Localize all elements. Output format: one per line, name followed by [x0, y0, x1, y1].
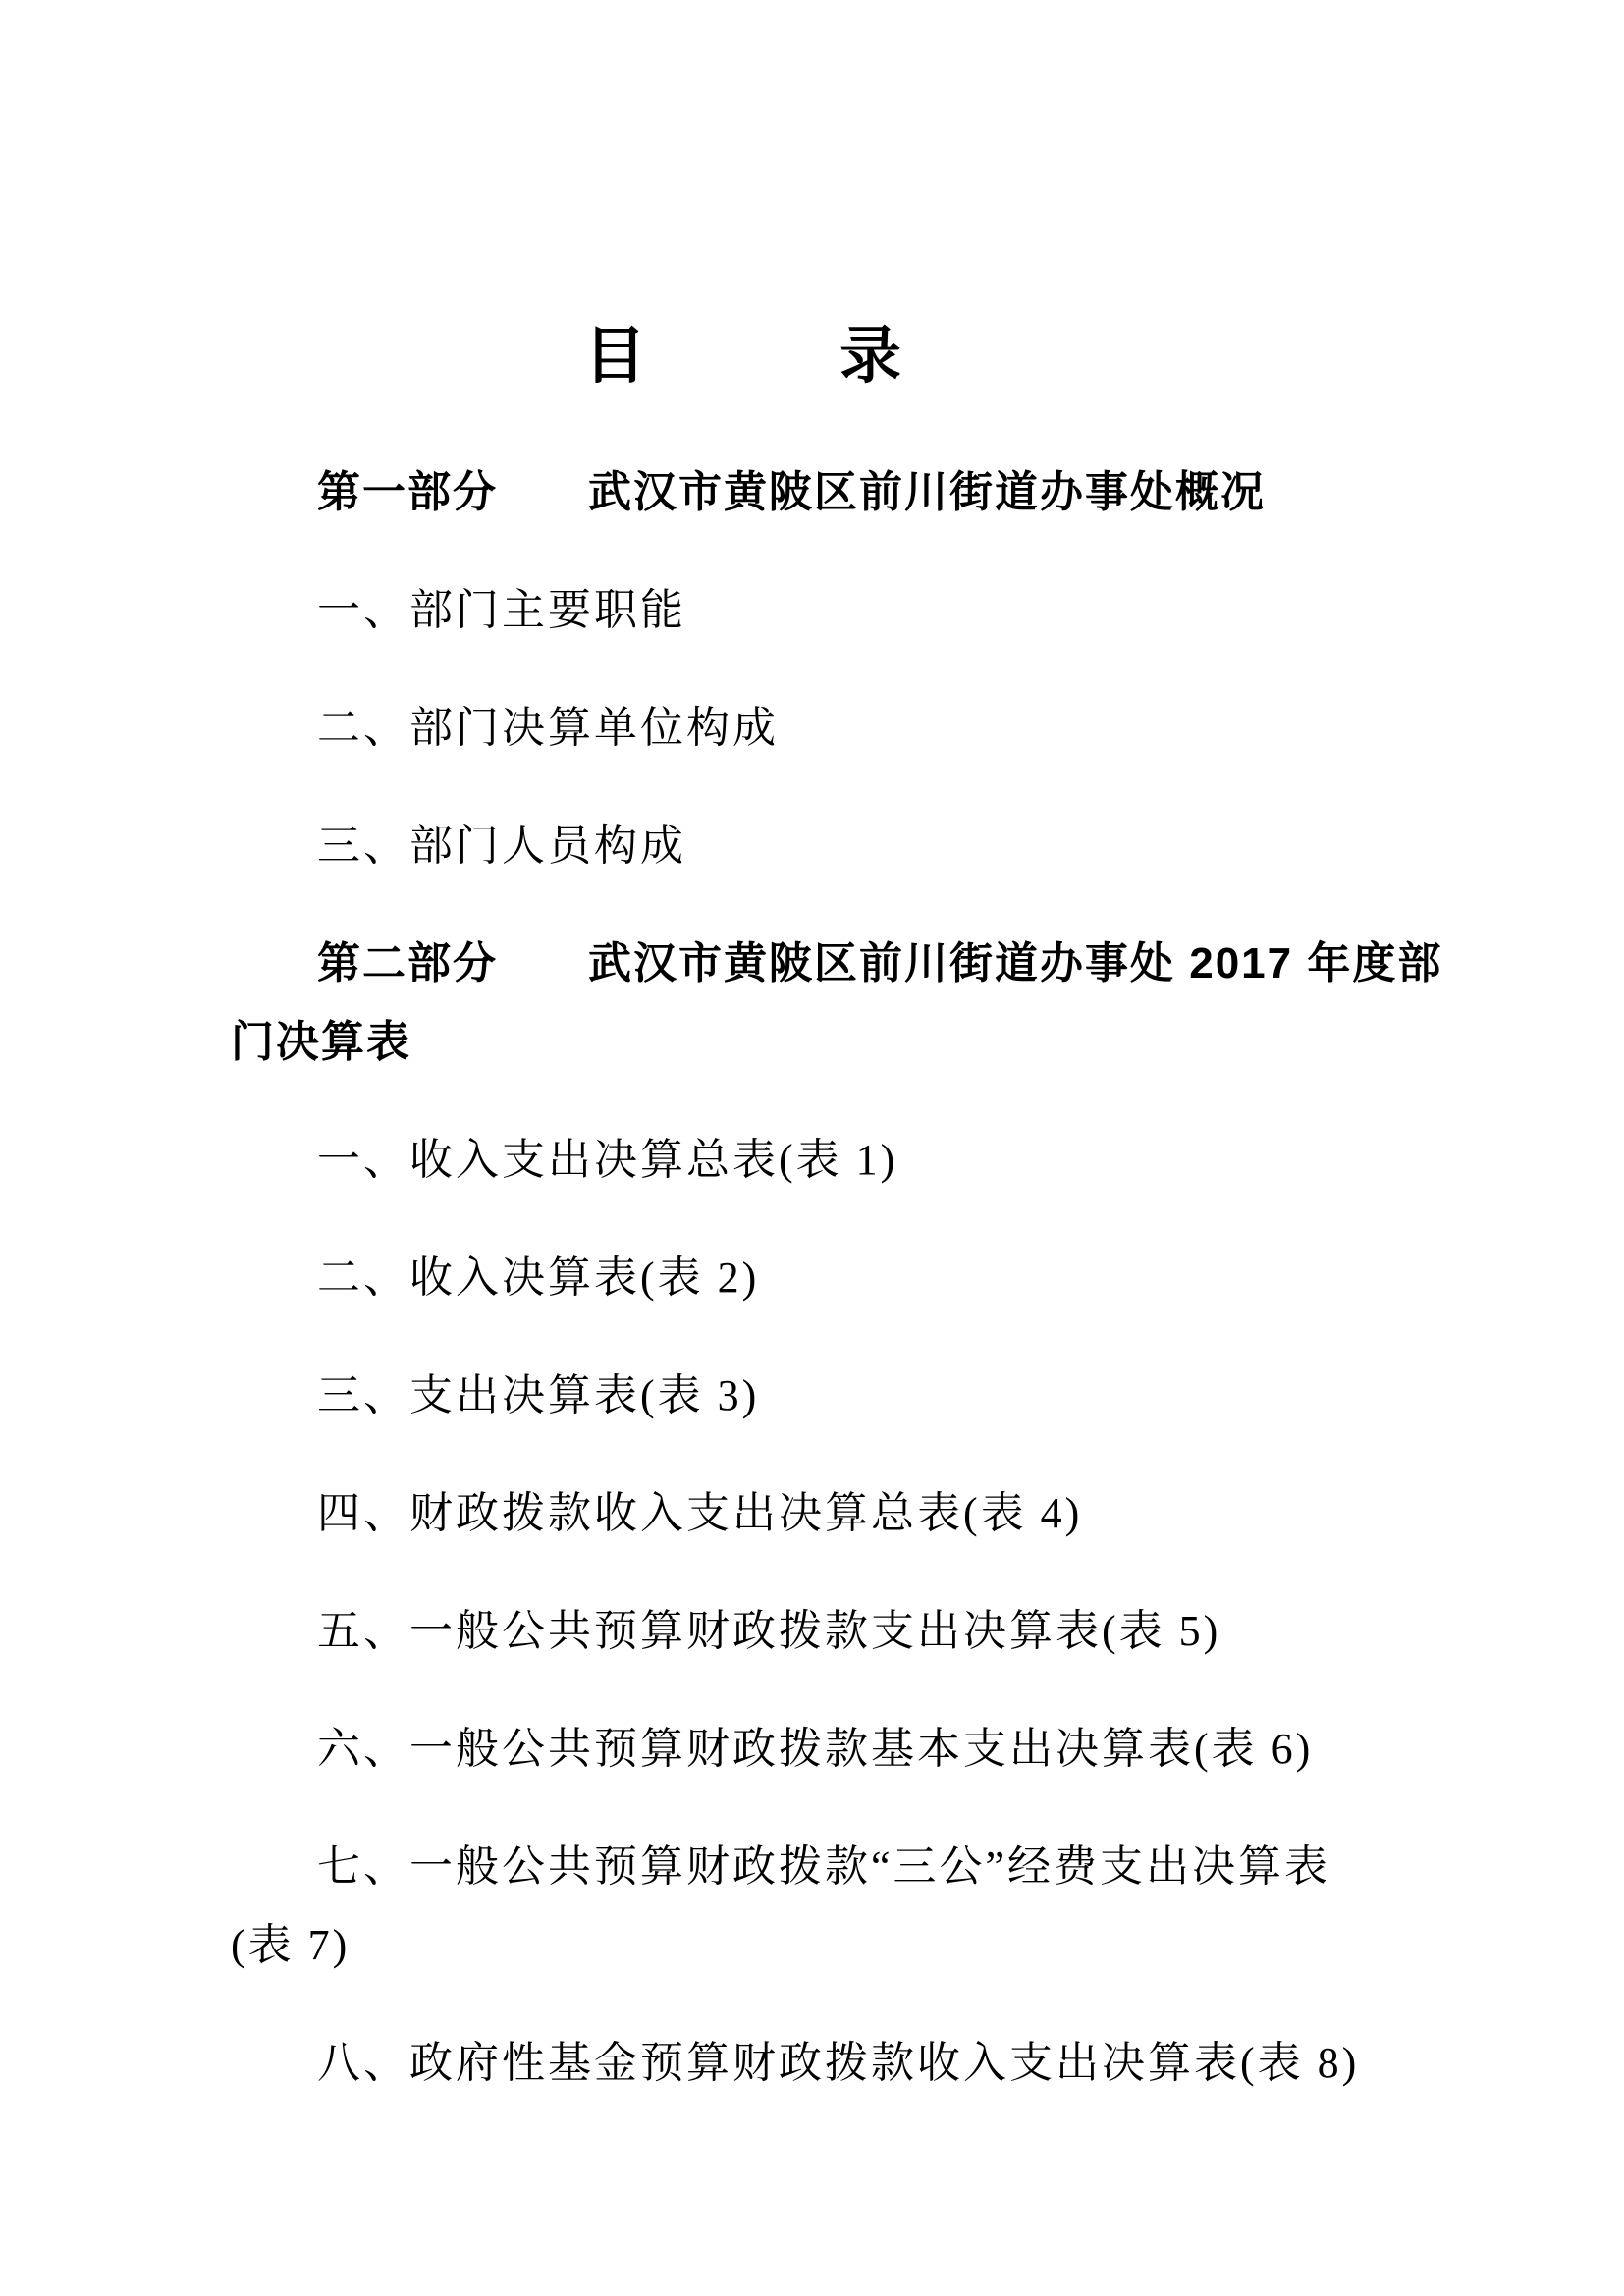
- part2-heading-line1: 第二部分 武汉市黄陂区前川街道办事处 2017 年度部: [317, 939, 1443, 988]
- toc-item-part2-7-line2: (表 7): [231, 1921, 351, 1969]
- toc-item-part2-5: 五、一般公共预算财政拨款支出决算表(表 5): [317, 1607, 1221, 1655]
- toc-item-part2-6: 六、一般公共预算财政拨款基本支出决算表(表 6): [317, 1725, 1314, 1773]
- toc-item-part1-2: 二、部门决算单位构成: [317, 704, 779, 752]
- toc-item-part2-7: [231, 1828, 1398, 1985]
- toc-item-part2-8: 八、政府性基金预算财政拨款收入支出决算表(表 8): [317, 2039, 1360, 2087]
- part2-heading-line2: 门决算表: [231, 1018, 411, 1066]
- toc-item-part1-3: 三、部门人员构成: [317, 822, 686, 870]
- page-title: 目 录: [584, 322, 903, 391]
- toc-item-part1-1: 一、部门主要职能: [317, 586, 686, 634]
- toc-item-part2-2: 二、收入决算表(表 2): [317, 1254, 760, 1302]
- part1-section: [231, 454, 1398, 885]
- part2-section: [231, 925, 1443, 2103]
- part1-heading: 第一部分 武汉市黄陂区前川街道办事处概况: [317, 468, 1266, 516]
- toc-item-part2-1: 一、收入支出决算总表(表 1): [317, 1136, 898, 1184]
- toc-item-part2-3: 三、支出决算表(表 3): [317, 1371, 760, 1419]
- part2-heading: [231, 925, 1443, 1082]
- toc-item-part2-4: 四、财政拨款收入支出决算总表(表 4): [317, 1489, 1083, 1537]
- toc-item-part2-7-line1: 七、一般公共预算财政拨款“三公”经费支出决算表: [317, 1842, 1331, 1891]
